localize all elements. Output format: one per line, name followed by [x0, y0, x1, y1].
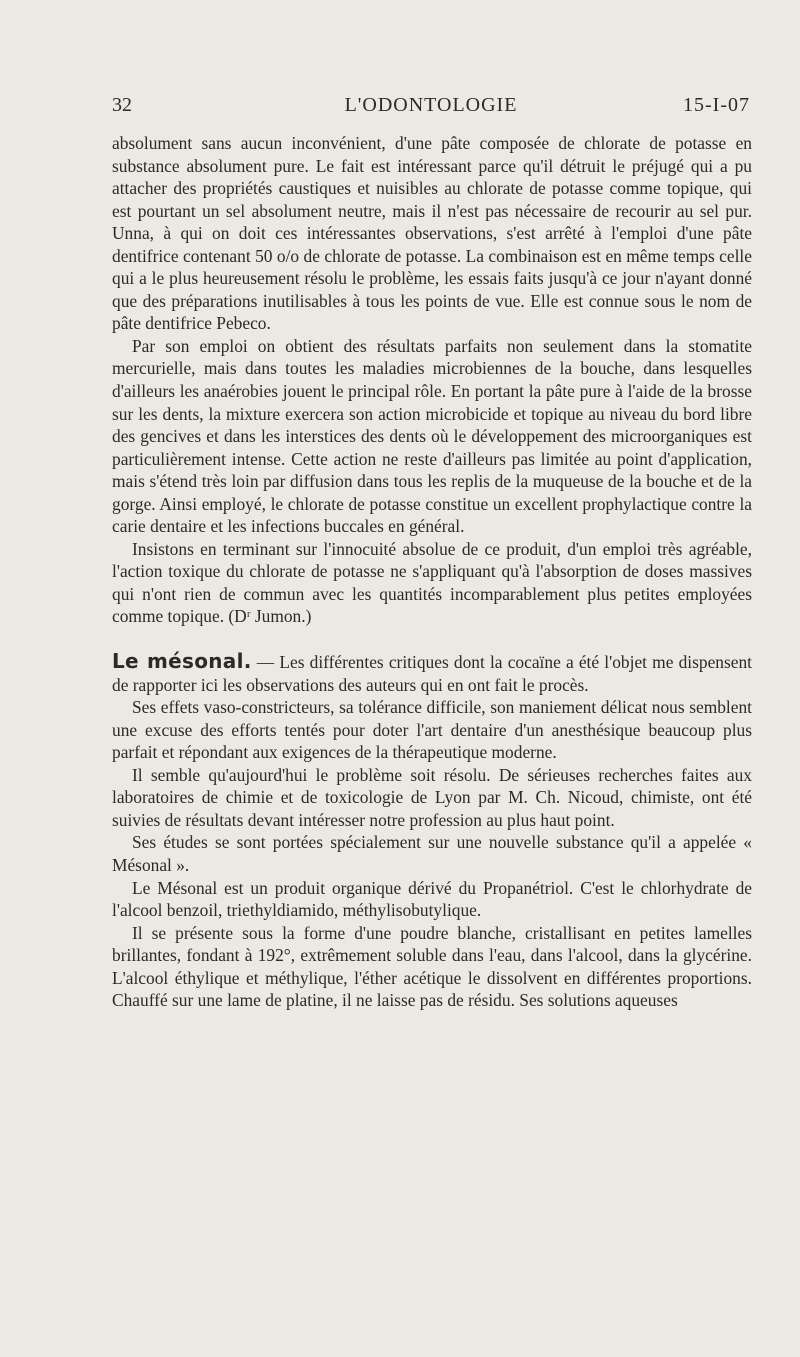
- section-title: Le mésonal.: [112, 649, 252, 674]
- paragraph: absolument sans aucun inconvénient, d'une pâte composée de chlorate de potasse en substance absolument pure. Le fait est intéressant parce qu'il détruit le préjugé qui a pu attacher des propriétés caustiques et nuisibles au chlorate de potasse comme topique, qui est pourtant un sel absolument neutre, mais il n'est pas nécessaire de recourir au sel pur. Unna, à qui on doit ces intéressantes observations, s'est arrêté à l'emploi d'une pâte dentifrice contenant 50 o/o de chlorate de potasse. La combinaison est en même temps celle qui a le plus heureusement résolu le problème, les essais faits jusqu'à ce jour n'ayant donné que des préparations inutilisables à tous les points de vue. Elle est connue sous le nom de pâte dentifrice Pebeco.: [112, 133, 752, 334]
- page-number: 32: [112, 94, 132, 116]
- paragraph: Ses études se sont portées spécialement sur une nouvelle substance qu'il a appelée « Mésonal ».: [112, 832, 752, 875]
- paragraph: Il semble qu'aujourd'hui le problème soit résolu. De sérieuses recherches faites aux laboratoires de chimie et de toxicologie de Lyon par M. Ch. Nicoud, chimiste, ont été suivies de résultats devant intéresser notre profession au plus haut point.: [112, 764, 752, 830]
- journal-title: L'ODONTOLOGIE: [344, 94, 518, 116]
- paragraph: Par son emploi on obtient des résultats parfaits non seulement dans la stomatite mercurielle, mais dans toutes les maladies microbiennes de la bouche, dans lesquelles d'ailleurs les anaérobies jouent le principal rôle. En portant la pâte pure à l'aide de la brosse sur les dents, la mixture exercera son action microbicide et topique au niveau du bord libre des gencives et dans les interstices des dents où le développement des microorganiques est particulièrement intense. Cette action ne reste d'ailleurs pas limitée au point d'application, mais s'étend très loin par diffusion dans tous les replis de la muqueuse de la bouche et de la gorge. Ainsi employé, le chlorate de potasse constitue un excellent prophylactique contre la carie dentaire et les infections buccales en général.: [112, 335, 752, 537]
- issue-date: 15-I-07: [683, 94, 750, 116]
- paragraph: Ses effets vaso-constricteurs, sa tolérance difficile, son maniement délicat nous semblent une excuse des efforts tentés pour doter l'art dentaire d'un anesthésique beaucoup plus parfait et répondant aux exigences de la thérapeutique moderne.: [112, 697, 752, 763]
- section-lead-paragraph: [112, 650, 752, 696]
- running-header: [112, 94, 750, 120]
- paragraph: Le Mésonal est un produit organique dérivé du Propanétriol. C'est le chlorhydrate de l'alcool benzoil, triethyldiamido, méthylisobutylique.: [112, 877, 752, 921]
- section-lead-text: — Les différentes critiques dont la cocaïne a été l'objet me dispensent de rapporter ici les observations des auteurs qui en ont fait le procès.: [112, 652, 753, 695]
- article-body: [112, 132, 752, 1012]
- paragraph: Il se présente sous la forme d'une poudre blanche, cristallisant en petites lamelles brillantes, fondant à 192°, extrêmement soluble dans l'eau, dans l'alcool, dans la glycérine. L'alcool éthylique et méthylique, l'éther acétique le dissolvent en différentes proportions. Chauffé sur une lame de platine, il ne laisse pas de résidu. Ses solutions aqueuses: [112, 922, 752, 1011]
- paragraph: Insistons en terminant sur l'innocuité absolue de ce produit, d'un emploi très agréable, l'action toxique du chlorate de potasse ne s'appliquant qu'à l'absorption de doses massives qui n'ont rien de commun avec les quantités incomparablement plus petites employées comme topique. (Dʳ Jumon.): [112, 538, 752, 627]
